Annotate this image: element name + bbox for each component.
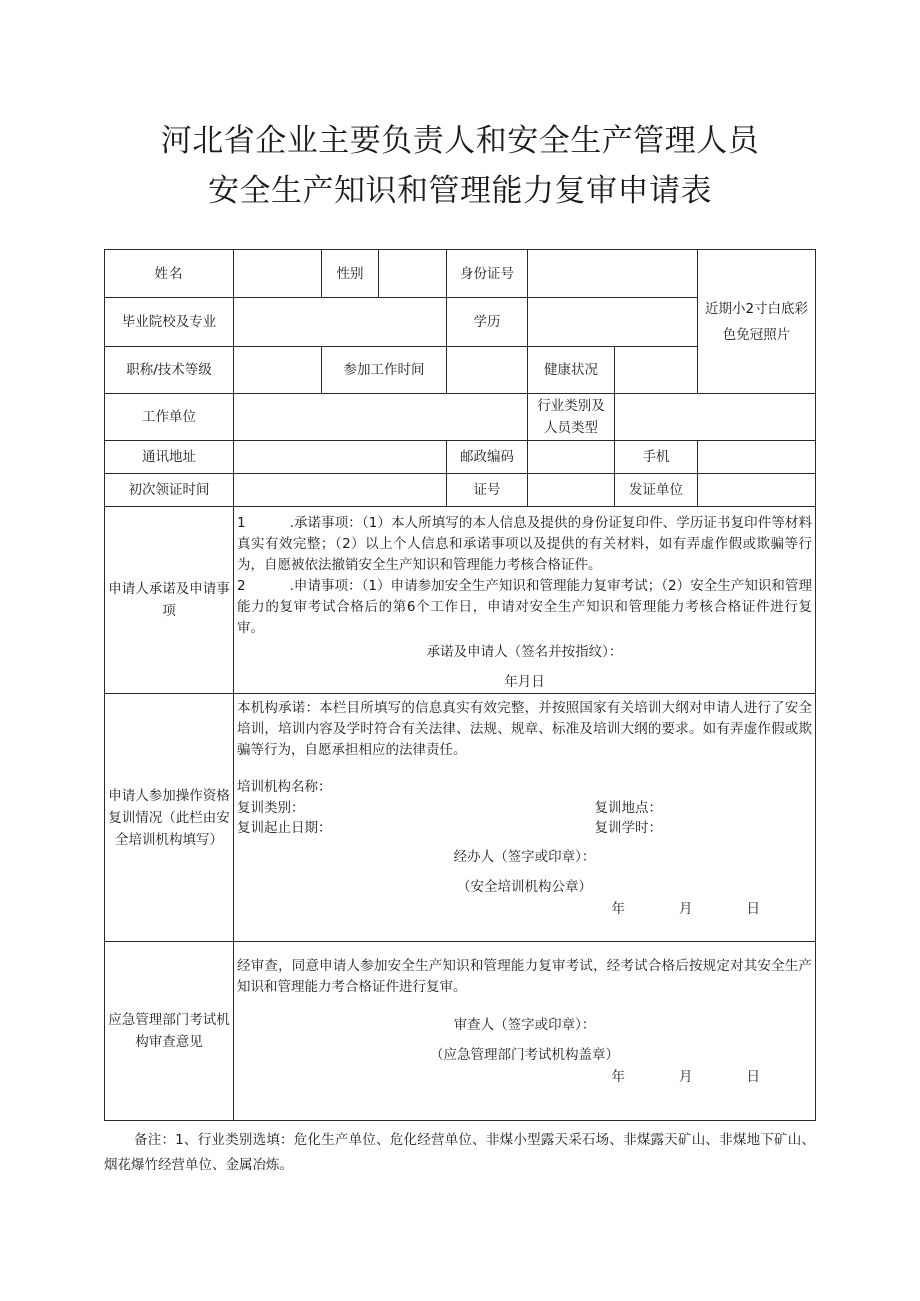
industry-type-value[interactable] <box>615 394 816 441</box>
training-year: 年 <box>611 901 625 917</box>
training-handler: 经办人（签字或印章）： <box>453 849 596 865</box>
postcode-label: 邮政编码 <box>447 441 528 474</box>
industry-type-label: 行业类别及人员类型 <box>528 394 615 441</box>
review-month: 月 <box>679 1069 693 1085</box>
mobile-value[interactable] <box>698 441 816 474</box>
name-label: 姓名 <box>105 250 234 298</box>
postcode-value[interactable] <box>528 441 615 474</box>
work-start-label: 参加工作时间 <box>322 347 447 394</box>
commitment-item-1 <box>237 513 812 576</box>
review-date <box>237 1066 812 1088</box>
training-date <box>237 898 812 920</box>
review-statement: 经审查，同意申请人参加安全生产知识和管理能力复审考试，经考试合格后按规定对其安全生产知识和管理能力考合格证件进行复审。 <box>237 958 812 995</box>
training-period: 复训起止日期： <box>237 820 332 836</box>
review-seal: （应急管理部门考试机构盖章） <box>430 1047 619 1063</box>
issuer-label: 发证单位 <box>615 474 698 507</box>
training-category: 复训类别： <box>237 800 305 816</box>
gender-label: 性别 <box>322 250 379 298</box>
photo-cell[interactable] <box>698 250 816 394</box>
id-no-label: 身份证号 <box>447 250 528 298</box>
training-month: 月 <box>679 901 693 917</box>
issuer-value[interactable] <box>698 474 816 507</box>
cert-no-value[interactable] <box>528 474 615 507</box>
training-hours: 复训学时： <box>594 820 662 836</box>
review-day: 日 <box>746 1069 760 1085</box>
review-reviewer: 审查人（签字或印章）： <box>453 1017 596 1033</box>
health-value[interactable] <box>615 347 698 394</box>
id-no-value[interactable] <box>528 250 698 298</box>
education-label: 学历 <box>447 298 528 347</box>
photo-label: 近期小2寸白底彩色免冠照片 <box>704 300 809 343</box>
training-statement: 本机构承诺：本栏目所填写的信息真实有效完整，并按照国家有关培训大纲对申请人进行了安全培训，培训内容及学时符合有关法律、法规、规章、标准及培训大纲的要求。如有弄虚作假或欺骗等行为，自愿承担相应的法律责任。 <box>237 700 812 758</box>
employer-label: 工作单位 <box>105 394 234 441</box>
employer-value[interactable] <box>234 394 528 441</box>
name-value[interactable] <box>234 250 322 298</box>
address-label: 通讯地址 <box>105 441 234 474</box>
footnote: 备注：1、行业类别选填：危化生产单位、危化经营单位、非煤小型露天采石场、非煤露天矿山、非煤地下矿山、烟花爆竹经营单位、金属冶炼。 <box>104 1132 815 1173</box>
training-seal: （安全培训机构公章） <box>457 879 592 895</box>
review-year: 年 <box>611 1069 625 1085</box>
school-major-value[interactable] <box>234 298 447 347</box>
commitment-label: 申请人承诺及申请事项 <box>105 507 234 694</box>
training-location: 复训地点： <box>594 800 662 816</box>
form-title-line2: 安全生产知识和管理能力复审申请表 <box>208 173 712 209</box>
training-org-name: 培训机构名称： <box>237 779 332 795</box>
school-major-label: 毕业院校及专业 <box>105 298 234 347</box>
mobile-label: 手机 <box>615 441 698 474</box>
commitment-date: 年月日 <box>504 674 545 690</box>
commitment-item-2-text: .申请事项：（1）申请参加安全生产知识和管理能力复审考试；（2）安全生产知识和管理能力的复审考试合格后的第6个工作日，申请对安全生产知识和管理能力考核合格证件进行复审。 <box>237 578 812 636</box>
title-level-value[interactable] <box>234 347 322 394</box>
commitment-item-2-no: 2 <box>237 578 246 594</box>
application-form-table <box>104 249 816 1121</box>
commitment-item-2 <box>237 576 812 639</box>
address-value[interactable] <box>234 441 447 474</box>
gender-value[interactable] <box>379 250 447 298</box>
training-day: 日 <box>746 901 760 917</box>
education-value[interactable] <box>528 298 698 347</box>
training-label: 申请人参加操作资格复训情况（此栏由安全培训机构填写） <box>105 694 234 942</box>
commitment-item-1-no: 1 <box>237 515 246 531</box>
review-label: 应急管理部门考试机构审查意见 <box>105 942 234 1121</box>
title-level-label: 职称/技术等级 <box>105 347 234 394</box>
health-label: 健康状况 <box>528 347 615 394</box>
training-content[interactable] <box>234 694 816 942</box>
commitment-signature: 承诺及申请人（签名并按指纹）： <box>426 644 623 660</box>
work-start-value[interactable] <box>447 347 528 394</box>
commitment-item-1-text: .承诺事项：（1）本人所填写的本人信息及提供的身份证复印件、学历证书复印件等材料真实有效完整；（2）以上个人信息和承诺事项以及提供的有关材料，如有弄虚作假或欺骗等行为，自愿被依法撤销安全生产知识和管理能力考核合格证件。 <box>237 515 812 573</box>
commitment-content[interactable] <box>234 507 816 694</box>
form-title-line1: 河北省企业主要负责人和安全生产管理人员 <box>160 123 760 159</box>
first-cert-time-label: 初次领证时间 <box>105 474 234 507</box>
cert-no-label: 证号 <box>447 474 528 507</box>
first-cert-time-value[interactable] <box>234 474 447 507</box>
review-content[interactable] <box>234 942 816 1121</box>
